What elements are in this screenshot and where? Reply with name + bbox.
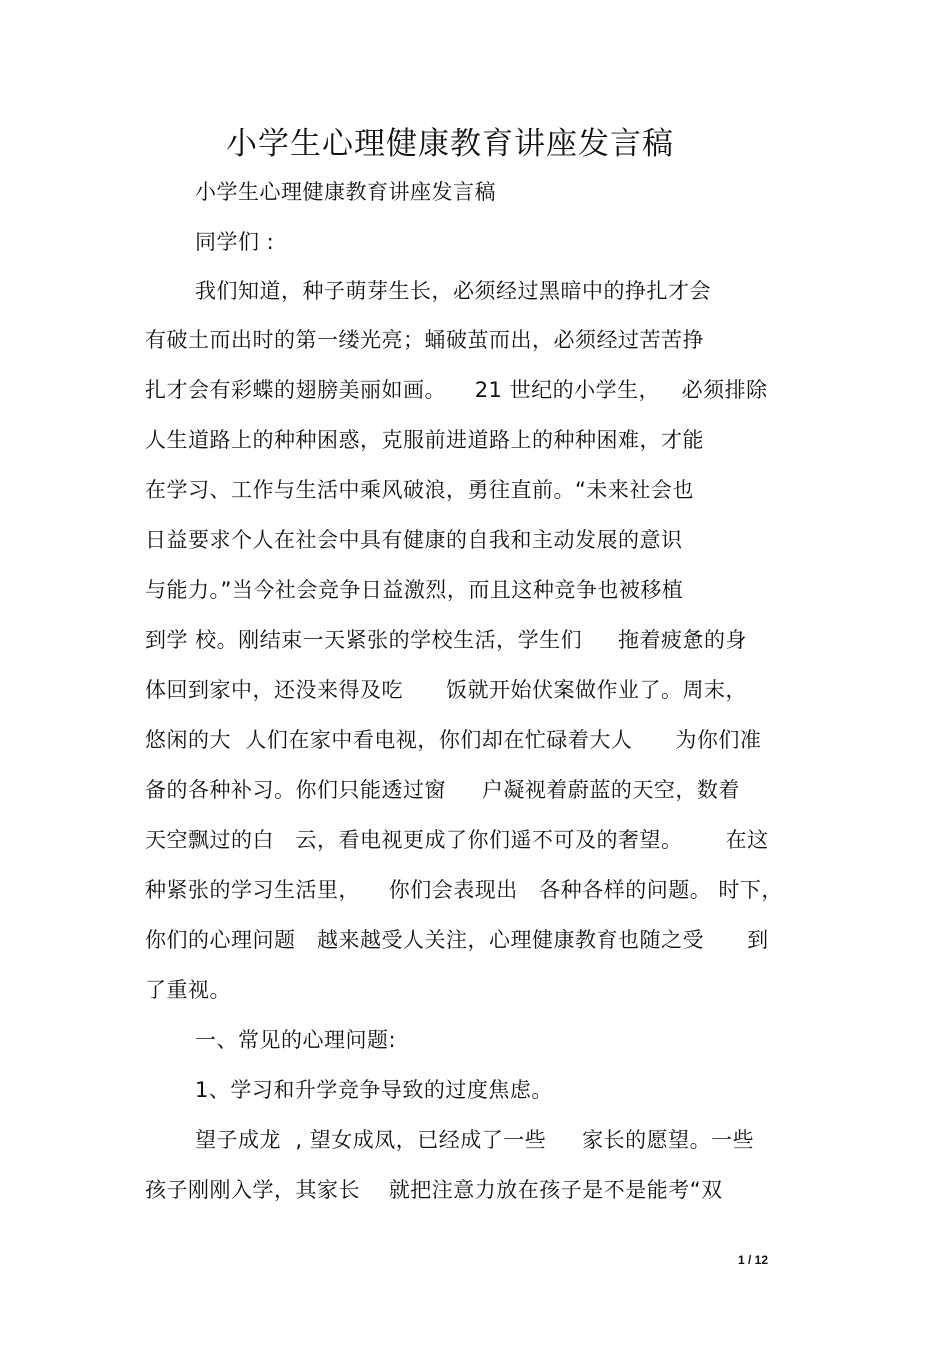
paragraph-line: 到学 校。刚结束一天紧张的学校生活，学生们 拖着疲惫的身 (145, 628, 748, 652)
paragraph-line: 悠闲的大 人们在家中看电视，你们却在忙碌着大人 为你们准 (145, 728, 762, 752)
paragraph-line: 孩子刚刚入学，其家长 就把注意力放在孩子是不是能考“双 (145, 1178, 723, 1202)
paragraph-line: 人生道路上的种种困惑，克服前进道路上的种种困难，才能 (145, 428, 704, 452)
paragraph-line: 了重视。 (145, 978, 231, 1002)
paragraph-line: 与能力。”当今社会竞争日益激烈，而且这种竞争也被移植 (145, 578, 684, 602)
paragraph-line: 你们的心理问题 越来越受人关注，心理健康教育也随之受 到 (145, 928, 769, 952)
paragraph-line: 我们知道，种子萌芽生长，必须经过黑暗中的挣扎才会 (195, 279, 711, 303)
subtitle-line: 小学生心理健康教育讲座发言稿 (195, 180, 496, 204)
paragraph-line: 望子成龙 , 望女成凤，已经成了一些 家长的愿望。一些 (195, 1128, 755, 1152)
paragraph-line: 种紧张的学习生活里， 你们会表现出 各种各样的问题。 时下， (145, 878, 783, 902)
paragraph-line: 扎才会有彩蝶的翅膀美丽如画。 21 世纪的小学生， 必须排除 (145, 378, 768, 402)
paragraph-line: 天空飘过的白 云，看电视更成了你们遥不可及的奢望。 在这 (145, 828, 769, 852)
paragraph-line: 备的各种补习。你们只能透过窗 户凝视着蔚蓝的天空，数着 (145, 778, 740, 802)
document-title: 小学生心理健康教育讲座发言稿 (226, 126, 674, 162)
subsection-heading: 1、学习和升学竞争导致的过度焦虑。 (195, 1078, 553, 1102)
greeting-line: 同学们 : (195, 230, 275, 254)
paragraph-line: 日益要求个人在社会中具有健康的自我和主动发展的意识 (145, 528, 683, 552)
paragraph-line: 有破土而出时的第一缕光亮；蛹破茧而出，必须经过苦苦挣 (145, 328, 704, 352)
paragraph-line: 在学习、工作与生活中乘风破浪，勇往直前。“未来社会也 (145, 478, 694, 502)
section-heading: 一、常见的心理问题: (195, 1028, 397, 1052)
page-number: 1 / 12 (738, 1253, 769, 1267)
paragraph-line: 体回到家中，还没来得及吃 饭就开始伏案做作业了。周末， (145, 678, 748, 702)
